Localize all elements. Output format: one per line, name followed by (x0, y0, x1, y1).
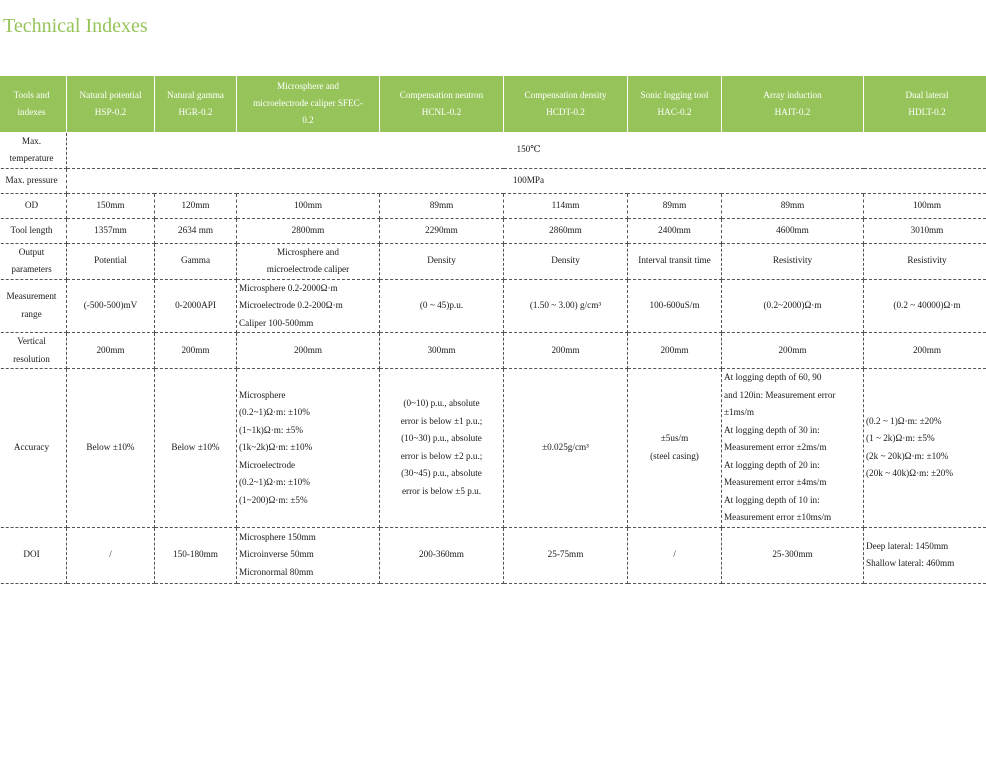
cell-line: (0.2~1)Ω·m: ±10% (239, 407, 310, 417)
cell-line: 25-75mm (547, 549, 584, 560)
table-cell (67, 279, 155, 333)
cell-line: Microelectrode 0.2-200Ω·m (239, 300, 343, 310)
cell-line: 200mm (96, 344, 125, 355)
cell-line: 120mm (181, 199, 210, 210)
row-label (0, 132, 67, 168)
table-cell (864, 333, 986, 369)
cell-line: Measurement (6, 291, 57, 302)
cell-line: Compensation density (524, 89, 607, 100)
table-cell (237, 218, 380, 243)
table-cell (237, 279, 380, 333)
technical-index-table (0, 76, 986, 584)
table-row (0, 243, 986, 279)
cell-line: Microsphere 0.2-2000Ω·m (239, 282, 338, 293)
cell-line: 2634 mm (178, 224, 213, 235)
cell-line: (1.50 ~ 3.00) g/cm³ (529, 300, 602, 310)
table-cell (722, 243, 864, 279)
cell-line: Measurement error ±4ms/m (724, 477, 827, 487)
cell-line: HGR-0.2 (178, 106, 213, 117)
cell-line: Caliper 100-500mm (239, 317, 314, 328)
table-cell (380, 369, 504, 528)
cell-line: (10~30) p.u., absolute (401, 433, 482, 444)
table-cell (380, 333, 504, 369)
table-cell (67, 193, 155, 218)
spanning-cell: 100MPa (67, 168, 986, 193)
cell-line: Microsphere (239, 389, 286, 400)
table-cell (504, 193, 628, 218)
cell-line: Microsphere and (277, 81, 339, 92)
table-cell (628, 333, 722, 369)
header-cell (67, 76, 155, 132)
table-cell (380, 243, 504, 279)
cell-line: Microinverse 50mm (239, 549, 314, 560)
cell-line: 2860mm (549, 224, 582, 235)
cell-line: (1~1k)Ω·m: ±5% (239, 424, 304, 435)
table-cell (628, 243, 722, 279)
table-cell (864, 369, 986, 528)
cell-line: ±0.025g/cm³ (542, 442, 589, 452)
cell-line: range (21, 308, 42, 319)
header-cell (155, 76, 237, 132)
cell-line: Shallow lateral: 460mm (866, 558, 955, 568)
cell-line: Resistivity (907, 255, 947, 266)
cell-line: At logging depth of 20 in: (724, 459, 820, 470)
cell-line: (0~10) p.u., absolute (403, 398, 480, 409)
cell-line: 100mm (293, 199, 323, 210)
cell-line: (0.2~2000)Ω·m (763, 300, 822, 310)
cell-line: Below ±10% (86, 442, 135, 452)
table-cell (67, 527, 155, 583)
cell-line: (0 ~ 45)p.u. (419, 300, 464, 310)
table-row (0, 218, 986, 243)
cell-line: 89mm (662, 199, 687, 210)
table-row (0, 193, 986, 218)
table-cell (237, 527, 380, 583)
table-cell (237, 243, 380, 279)
table-cell (864, 279, 986, 333)
cell-line: Sonic logging tool (640, 89, 709, 100)
cell-line: Microelectrode (239, 459, 296, 470)
cell-line: 200mm (912, 344, 942, 355)
cell-line: / (673, 549, 676, 560)
cell-line: 3010mm (910, 224, 944, 235)
cell-line: (0.2 ~ 40000)Ω·m (893, 300, 961, 310)
cell-line: error is below ±5 p.u. (401, 485, 482, 496)
cell-line: Resistivity (772, 255, 813, 266)
cell-line: (0.2~1)Ω·m: ±10% (239, 477, 310, 487)
cell-line: 200mm (293, 344, 323, 355)
cell-line: 200mm (181, 344, 210, 355)
cell-line: 2290mm (425, 224, 458, 235)
table-row (0, 279, 986, 333)
table-cell (628, 279, 722, 333)
cell-line: Below ±10% (171, 442, 220, 452)
cell-line: Potential (94, 255, 127, 266)
cell-line: Compensation neutron (399, 89, 484, 100)
cell-line: microelectrode caliper SFEC- (253, 98, 363, 109)
table-cell (380, 218, 504, 243)
table-cell (504, 243, 628, 279)
cell-line: / (109, 549, 112, 560)
table-row (0, 527, 986, 583)
cell-line: (20k ~ 40k)Ω·m: ±20% (866, 468, 954, 479)
cell-line: At logging depth of 10 in: (724, 494, 820, 505)
table-cell (628, 218, 722, 243)
row-label (0, 369, 67, 528)
row-label (0, 333, 67, 369)
table-cell (628, 527, 722, 583)
cell-line: Natural gamma (167, 89, 224, 100)
table-cell (504, 333, 628, 369)
table-cell (155, 243, 237, 279)
cell-line: Dual lateral (905, 89, 949, 100)
table-row (0, 168, 986, 193)
cell-line: (0.2 ~ 1)Ω·m: ±20% (866, 415, 942, 426)
table-cell (722, 218, 864, 243)
cell-line: (steel casing) (650, 450, 699, 461)
cell-line: temperature (9, 153, 54, 163)
table-cell (504, 369, 628, 528)
cell-line: 200-360mm (419, 549, 464, 560)
cell-line: HAC-0.2 (657, 106, 692, 117)
header-cell (237, 76, 380, 132)
cell-line: Deep lateral: 1450mm (866, 540, 949, 551)
cell-line: and 120in: Measurement error (724, 389, 836, 400)
cell-line: (-500-500)mV (83, 300, 138, 310)
table-cell (67, 218, 155, 243)
cell-line: 150mm (96, 199, 125, 210)
table-cell (864, 193, 986, 218)
cell-line: (30~45) p.u., absolute (401, 468, 482, 479)
cell-line: HDLT-0.2 (908, 106, 946, 117)
cell-line: HAIT-0.2 (774, 106, 811, 117)
table-cell (722, 369, 864, 528)
row-label (0, 279, 67, 333)
cell-line: resolution (13, 353, 50, 364)
table-cell (155, 218, 237, 243)
table-cell (155, 193, 237, 218)
table-row (0, 132, 986, 168)
table-cell (155, 369, 237, 528)
cell-line: Gamma (180, 255, 211, 266)
cell-line: ±1ms/m (724, 407, 755, 417)
cell-line: Tools and (13, 89, 50, 100)
cell-line: 0-2000API (175, 300, 216, 310)
cell-line: error is below ±2 p.u.; (400, 450, 483, 461)
cell-line: 200mm (778, 344, 807, 355)
cell-line: At logging depth of 30 in: (724, 424, 820, 435)
row-label (0, 243, 67, 279)
cell-line: 200mm (551, 344, 580, 355)
cell-line: (1k~2k)Ω·m: ±10% (239, 442, 313, 452)
table-cell (864, 243, 986, 279)
table-cell (722, 333, 864, 369)
table-cell (628, 369, 722, 528)
table-cell (864, 527, 986, 583)
table-cell (155, 333, 237, 369)
cell-line: HCDT-0.2 (546, 106, 585, 117)
header-cell (864, 76, 986, 132)
table-cell (155, 527, 237, 583)
table-cell (380, 193, 504, 218)
cell-line: microelectrode caliper (266, 264, 350, 274)
cell-line: OD (24, 199, 39, 210)
header-cell (504, 76, 628, 132)
row-label (0, 168, 67, 193)
table-cell (504, 279, 628, 333)
table-cell (380, 279, 504, 333)
table-cell (504, 527, 628, 583)
cell-line: 150-180mm (173, 549, 218, 560)
header-row (0, 76, 986, 132)
spanning-cell: 150℃ (67, 132, 986, 168)
page-title: Technical Indexes (3, 15, 148, 37)
cell-line: Array induction (763, 89, 822, 100)
cell-line: ±5us/m (660, 433, 689, 444)
cell-line: DOI (23, 549, 40, 560)
cell-line: (2k ~ 20k)Ω·m: ±10% (866, 450, 949, 461)
cell-line: Vertical (17, 336, 46, 346)
row-label (0, 218, 67, 243)
cell-line: Interval transit time (638, 255, 711, 266)
cell-line: 200mm (660, 344, 689, 355)
table-cell (237, 333, 380, 369)
cell-line: Natural potential (79, 89, 142, 100)
cell-line: error is below ±1 p.u.; (400, 415, 483, 426)
row-label (0, 527, 67, 583)
cell-line: 0.2 (302, 115, 314, 126)
table-cell (67, 243, 155, 279)
cell-line: 100-600uS/m (649, 300, 700, 310)
table-cell (722, 279, 864, 333)
cell-line: Max. pressure (5, 174, 58, 185)
cell-line: 114mm (551, 199, 580, 210)
cell-line: Accuracy (13, 442, 50, 452)
cell-line: Micronormal 80mm (239, 566, 314, 577)
cell-line: Measurement error ±2ms/m (724, 442, 827, 452)
cell-line: HSP-0.2 (94, 106, 127, 117)
table-row (0, 369, 986, 528)
cell-line: indexes (17, 106, 46, 117)
table-cell (67, 369, 155, 528)
cell-line: 2400mm (658, 224, 691, 235)
table-cell (864, 218, 986, 243)
cell-line: 300mm (427, 344, 456, 355)
cell-line: 4600mm (776, 224, 809, 235)
table-cell (380, 527, 504, 583)
cell-line: Density (427, 255, 456, 266)
table-cell (722, 527, 864, 583)
cell-line: Microsphere 150mm (239, 531, 316, 542)
header-cell (380, 76, 504, 132)
table-cell (237, 369, 380, 528)
cell-line: Tool length (10, 224, 53, 235)
row-label (0, 193, 67, 218)
cell-line: (1~200)Ω·m: ±5% (239, 494, 308, 505)
cell-line: Max. (21, 135, 42, 146)
table-cell (504, 218, 628, 243)
cell-line: Microsphere and (277, 246, 339, 257)
table-cell (628, 193, 722, 218)
cell-line: 100mm (912, 199, 942, 210)
cell-line: Density (551, 255, 580, 266)
cell-line: 89mm (780, 199, 805, 210)
cell-line: 1357mm (94, 224, 127, 235)
cell-line: Output (18, 246, 45, 257)
cell-line: 89mm (429, 199, 454, 210)
table-cell (155, 279, 237, 333)
table-cell (722, 193, 864, 218)
cell-line: (1 ~ 2k)Ω·m: ±5% (866, 433, 935, 444)
header-cell (0, 76, 67, 132)
header-cell (722, 76, 864, 132)
cell-line: parameters (11, 264, 52, 274)
cell-line: 2800mm (291, 224, 325, 235)
cell-line: At logging depth of 60, 90 (724, 372, 822, 382)
table-cell (237, 193, 380, 218)
table-cell (67, 333, 155, 369)
table-row (0, 333, 986, 369)
header-cell (628, 76, 722, 132)
cell-line: Measurement error ±10ms/m (724, 512, 832, 522)
cell-line: 25-300mm (772, 549, 813, 560)
cell-line: HCNL-0.2 (421, 106, 462, 117)
